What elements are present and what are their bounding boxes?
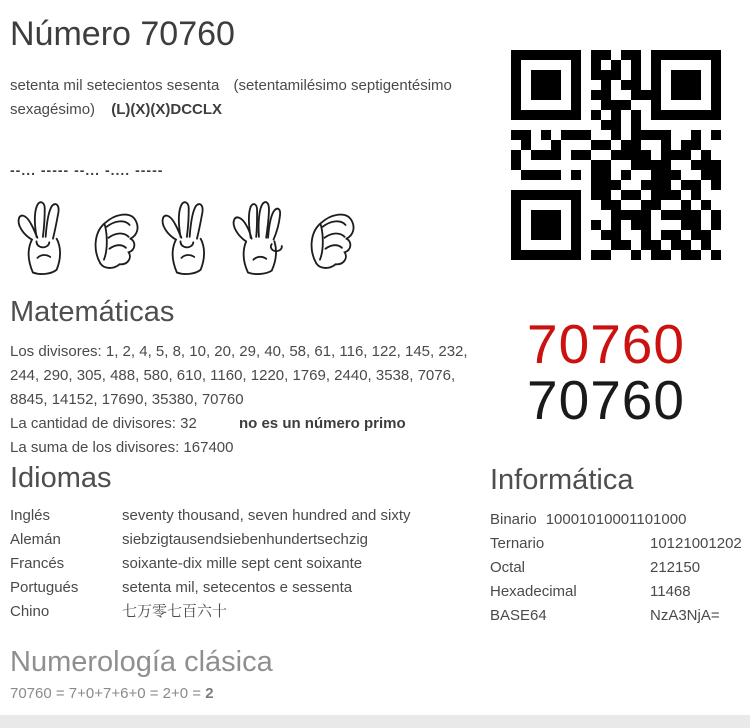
informatics-label: Ternario [490,535,545,552]
informatics-value: 10001010001101000 [545,511,687,528]
number-ordinal: (setentamilésimo septigentésimo sexagésimo) [10,77,452,118]
language-value: setenta mil, setecentos e sessenta [122,579,353,596]
informatics-table [490,508,742,628]
morse-code: --... ----- --... -.... ----- [10,162,164,178]
informatics-value: 11468 [650,583,691,600]
formula-result: 2 [205,685,214,702]
informatics-heading: Informática [490,464,634,496]
numerology-heading: Numerología clásica [10,646,273,678]
right-column [490,0,742,628]
informatics-label: Binario [490,511,537,528]
languages-heading: Idiomas [10,462,112,494]
informatics-label: Octal [490,559,526,576]
hand-sign-7-icon [154,192,218,278]
roman-numeral: (L)(X)(X)DCCLX [111,101,223,118]
language-row [10,576,472,600]
informatics-row [490,604,742,628]
not-prime-note: no es un número primo [238,415,406,432]
hand-signs-row [10,192,472,278]
divisors-list: Los divisores: 1, 2, 4, 5, 8, 10, 20, 29, 40, 58, 61, 116, 122, 145, 232, 244, 290, 305, 488, 580, 610, 1160, 1220, 1769, 2440, 3538, 7076, 8845, 14152, 17690, 35380, 70760 [10,343,468,408]
left-column [10,0,472,706]
big-number-red: 70760 [527,313,685,375]
informatics-row [490,508,742,532]
hand-sign-0-icon [82,192,146,278]
language-label: Francés [10,555,65,572]
informatics-row [490,532,742,556]
language-row [10,504,472,528]
divisor-count-line [10,412,472,436]
formula-expression: 70760 = 7+0+7+6+0 = 2+0 = [10,685,206,702]
informatics-label: BASE64 [490,607,547,624]
language-value: seventy thousand, seven hundred and sixty [122,507,411,524]
divisor-sum-line: La suma de los divisores: 167400 [10,439,234,456]
informatics-row [490,580,742,604]
number-in-words: setenta mil setecientos sesenta [10,77,220,94]
math-heading: Matemáticas [10,296,175,328]
page-title: Número 70760 [10,15,235,53]
language-label: Inglés [10,507,51,524]
big-number-black: 70760 [527,369,685,431]
hand-sign-0-icon [298,192,362,278]
language-label: Alemán [10,531,61,548]
languages-table [10,504,472,624]
language-row [10,600,472,624]
language-label: Portugués [10,579,79,596]
informatics-value: 10121001202 [650,535,742,552]
hand-sign-7-icon [10,192,74,278]
informatics-value: NzA3NjA= [650,607,720,624]
language-value: 七万零七百六十 [122,603,228,620]
qr-code [511,50,721,260]
number-description [10,74,472,122]
informatics-value: 212150 [650,559,701,576]
big-numbers [490,313,722,431]
informatics-label: Hexadecimal [490,583,577,600]
divisor-count: La cantidad de divisores: 32 [10,415,197,432]
next-section-strip [0,715,750,728]
hand-sign-6-icon [226,192,290,278]
language-label: Chino [10,603,50,620]
language-value: soixante-dix mille sept cent soixante [122,555,363,572]
language-row [10,528,472,552]
informatics-row [490,556,742,580]
language-row [10,552,472,576]
language-value: siebzigtausendsiebenhundertsechzig [122,531,369,548]
numerology-formula [10,682,472,706]
